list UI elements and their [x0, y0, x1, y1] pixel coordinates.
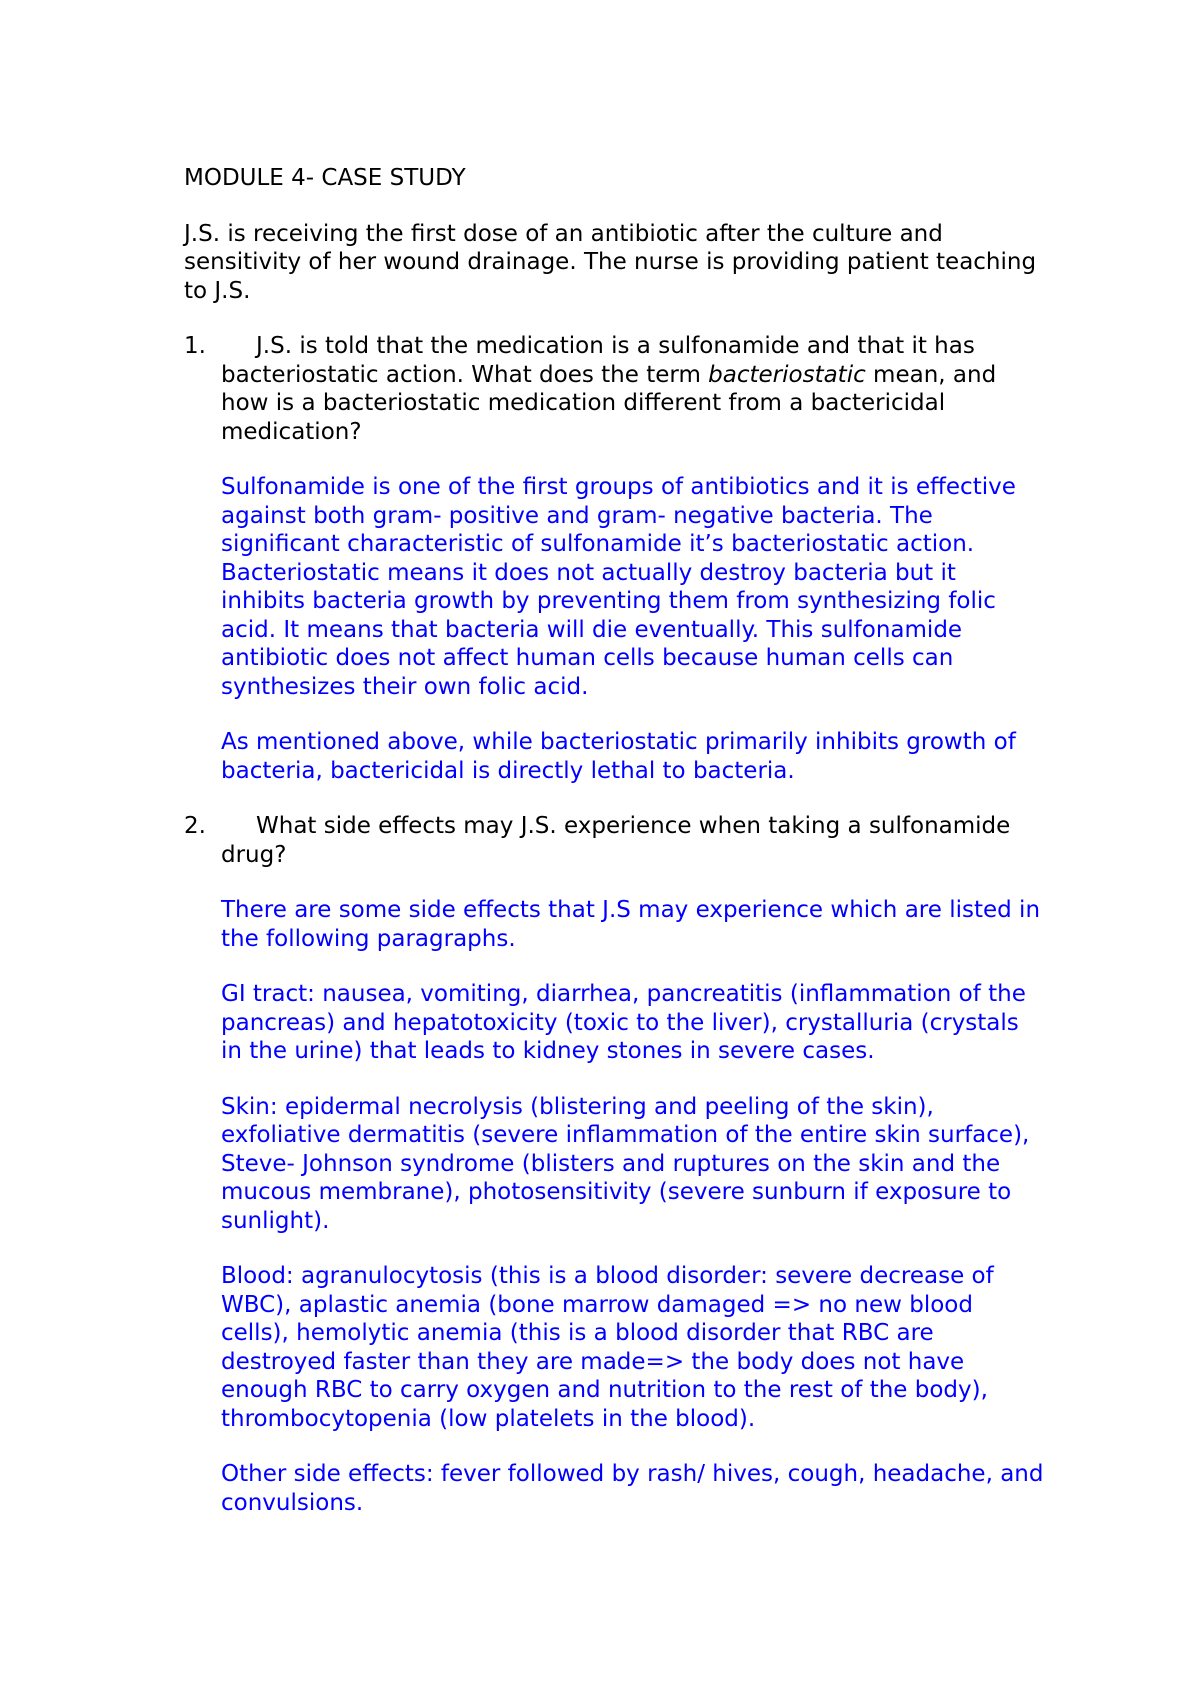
answer-2-intro: There are some side effects that J.S may experience which are listed in the following paragraphs.: [221, 897, 1041, 952]
question-1-text: [221, 332, 1044, 446]
question-1-emphasis: bacteriostatic: [708, 361, 866, 388]
document-title: MODULE 4- CASE STUDY: [184, 165, 466, 191]
answer-2-other: Other side effects: fever followed by rash/ hives, cough, headache, and convulsions.: [221, 1461, 1044, 1516]
answer-2-skin: Skin: epidermal necrolysis (blistering and peeling of the skin), exfoliative dermatitis (severe inflammation of the entire skin surface), Steve- Johnson syndrome (blisters and ruptures on the skin and the mucous membrane), photosensitivity (severe sunburn if exposure to sunlight).: [221, 1093, 1030, 1234]
answer-2-gi-tract: GI tract: nausea, vomiting, diarrhea, pancreatitis (inflammation of the pancreas) and hepatotoxicity (toxic to the liver), crystalluria (crystals in the urine) that leads to kidney stones in severe cases.: [221, 981, 1026, 1064]
question-2-text: What side effects may J.S. experience when taking a sulfonamide drug?: [221, 813, 1011, 868]
intro-paragraph: J.S. is receiving the first dose of an antibiotic after the culture and sensitivity of her wound drainage. The nurse is providing patient teaching to J.S.: [184, 220, 1037, 304]
question-2-number: 2.: [184, 813, 206, 839]
document-content: [184, 164, 1044, 1544]
question-1-text-before: J.S. is told that the medication is a sulfonamide and that it has bacteriostatic action. What does the term: [221, 333, 975, 388]
question-1-number: 1.: [184, 333, 206, 359]
question-1-text-after: mean, and how is a bacteriostatic medication different from a bactericidal medication?: [221, 361, 997, 445]
answer-2-blood: Blood: agranulocytosis (this is a blood disorder: severe decrease of WBC), aplastic anemia (bone marrow damaged => no new blood cells), hemolytic anemia (this is a blood disorder that RBC are destroyed faster than they are made=> the body does not have enough RBC to carry oxygen and nutrition to the rest of the body), thrombocytopenia (low platelets in the blood).: [221, 1263, 994, 1432]
question-1: [184, 332, 1044, 446]
answer-1-paragraph-2: As mentioned above, while bacteriostatic primarily inhibits growth of bacteria, bactericidal is directly lethal to bacteria.: [221, 729, 1016, 784]
answer-1-paragraph-1: Sulfonamide is one of the first groups of antibiotics and it is effective against both gram- positive and gram- negative bacteria. The significant characteristic of sulfonamide it’s bacteriostatic action. Bacteriostatic means it does not actually destroy bacteria but it inhibits bacteria growth by preventing them from synthesizing folic acid. It means that bacteria will die eventually. This sulfonamide antibiotic does not affect human cells because human cells can synthesizes their own folic acid.: [221, 474, 1016, 700]
question-2: [184, 812, 1044, 869]
